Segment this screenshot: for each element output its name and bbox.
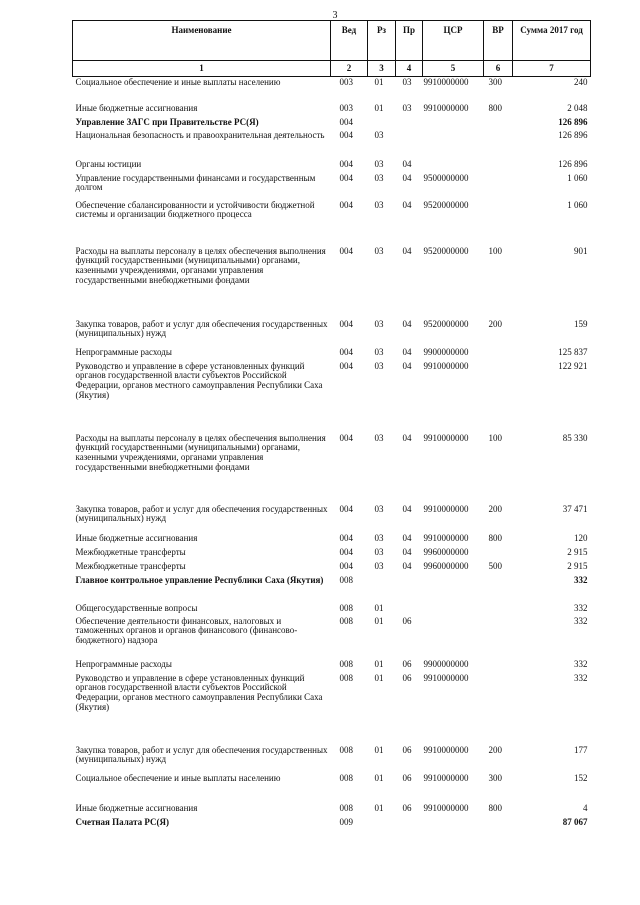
row-csr-cell: 9910000000 — [423, 802, 469, 813]
row-pr-cell: 03 — [402, 77, 412, 87]
row-csr-cell — [423, 817, 484, 831]
row-vr-cell: 800 — [488, 802, 502, 813]
table-row — [73, 561, 591, 575]
row-ved-cell: 004 — [339, 245, 353, 256]
row-csr-cell — [423, 130, 484, 159]
table-row — [73, 745, 591, 773]
row-pr-cell: 06 — [402, 744, 412, 755]
row-rz-cell — [368, 575, 396, 603]
row-name-cell: Расходы на выплаты персоналу в целях обеспечения выполнения функций государственными (муниципальными) органами, казенными учреждениями, органами управления государственными внебюджетными фондами — [75, 432, 326, 473]
table-row — [73, 200, 591, 246]
row-rz-cell: 03 — [374, 360, 384, 371]
row-vr-cell — [484, 159, 513, 173]
row-rz-cell: 03 — [374, 318, 384, 329]
column-number: 4 — [396, 61, 423, 77]
table-row — [73, 347, 591, 361]
row-name-cell: Закупка товаров, работ и услуг для обеспечения государственных (муниципальных) нужд — [75, 503, 328, 524]
header-pr: Пр — [396, 21, 423, 61]
row-csr-cell: 9900000000 — [423, 346, 469, 357]
row-name-cell: Непрограммные расходы — [75, 346, 172, 357]
row-pr-cell — [396, 130, 423, 159]
row-ved-cell: 004 — [339, 532, 353, 543]
row-sum-cell: 1 060 — [567, 172, 588, 183]
row-pr-cell: 04 — [402, 158, 412, 169]
row-vr-cell: 200 — [488, 744, 502, 755]
row-vr-cell — [484, 361, 513, 433]
row-ved-cell: 004 — [339, 318, 353, 329]
row-vr-cell — [484, 659, 513, 673]
table-row — [73, 575, 591, 603]
row-ved-cell: 004 — [339, 158, 353, 169]
row-sum-cell: 126 896 — [558, 158, 588, 169]
row-sum-cell: 120 — [574, 532, 588, 543]
row-vr-cell — [484, 200, 513, 246]
row-pr-cell: 04 — [402, 318, 412, 329]
row-name-cell: Закупка товаров, работ и услуг для обеспечения государственных (муниципальных) нужд — [75, 318, 328, 339]
row-name-cell: Руководство и управление в сфере установленных функций органов государственной власти субъектов Российской Федерации, органов местного самоуправления Республики Саха (Якутия) — [75, 360, 323, 401]
row-vr-cell — [484, 603, 513, 616]
row-pr-cell: 03 — [402, 102, 412, 113]
row-pr-cell: 04 — [402, 532, 412, 543]
row-name-cell: Управление государственными финансами и государственным долгом — [75, 172, 316, 193]
row-csr-cell: 9500000000 — [423, 172, 469, 183]
row-ved-cell: 008 — [339, 658, 353, 669]
header-ved: Вед — [331, 21, 368, 61]
row-csr-cell — [423, 117, 484, 130]
row-ved-cell: 004 — [339, 503, 353, 514]
row-ved-cell: 004 — [339, 546, 353, 557]
row-sum-cell: 2 915 — [567, 560, 588, 571]
table-row — [73, 547, 591, 561]
row-sum-cell: 2 915 — [567, 546, 588, 557]
row-ved-cell: 008 — [339, 574, 353, 585]
row-vr-cell: 100 — [488, 245, 502, 256]
table-row — [73, 533, 591, 547]
header-name: Наименование — [73, 21, 331, 61]
header-sum: Сумма 2017 год — [513, 21, 591, 61]
row-rz-cell: 01 — [374, 672, 384, 683]
row-vr-cell: 800 — [488, 532, 502, 543]
row-csr-cell — [423, 603, 484, 616]
table-row — [73, 504, 591, 533]
row-pr-cell: 04 — [402, 245, 412, 256]
row-rz-cell: 03 — [374, 158, 384, 169]
row-vr-cell: 200 — [488, 503, 502, 514]
row-name-cell: Непрограммные расходы — [75, 658, 172, 669]
row-vr-cell — [484, 616, 513, 659]
row-csr-cell: 9910000000 — [423, 360, 469, 371]
table-row — [73, 173, 591, 200]
table-row — [73, 319, 591, 347]
row-ved-cell: 004 — [339, 129, 353, 140]
row-vr-cell — [484, 347, 513, 361]
row-ved-cell: 004 — [339, 199, 353, 210]
row-rz-cell: 03 — [374, 560, 384, 571]
row-rz-cell: 01 — [374, 602, 384, 613]
table-row — [73, 130, 591, 159]
table-row — [73, 433, 591, 504]
row-ved-cell: 004 — [339, 360, 353, 371]
row-ved-cell: 003 — [339, 102, 353, 113]
row-rz-cell: 03 — [374, 532, 384, 543]
row-pr-cell: 04 — [402, 346, 412, 357]
row-sum-cell: 87 067 — [562, 816, 588, 827]
page-number: 3 — [332, 10, 338, 21]
column-number: 3 — [368, 61, 396, 77]
row-sum-cell: 4 — [583, 802, 588, 813]
row-rz-cell: 03 — [374, 245, 384, 256]
table-row — [73, 673, 591, 745]
row-sum-cell: 122 921 — [558, 360, 588, 371]
row-csr-cell: 9520000000 — [423, 199, 469, 210]
row-sum-cell: 126 896 — [558, 129, 588, 140]
row-vr-cell — [484, 817, 513, 831]
row-pr-cell — [396, 575, 423, 603]
row-ved-cell: 004 — [339, 560, 353, 571]
table-row — [73, 246, 591, 319]
table-row — [73, 817, 591, 831]
row-csr-cell: 9900000000 — [423, 658, 469, 669]
header-csr: ЦСР — [423, 21, 484, 61]
row-csr-cell — [423, 159, 484, 173]
header-rz: Рз — [368, 21, 396, 61]
row-csr-cell: 9960000000 — [423, 560, 469, 571]
row-name-cell: Национальная безопасность и правоохранительная деятельность — [75, 129, 325, 140]
row-csr-cell — [423, 616, 484, 659]
row-ved-cell: 004 — [339, 346, 353, 357]
row-name-cell: Расходы на выплаты персоналу в целях обеспечения выполнения функций государственными (муниципальными) органами, казенными учреждениями, органами управления государственными внебюджетными фондами — [75, 245, 326, 286]
table-row — [73, 603, 591, 616]
row-sum-cell: 126 896 — [558, 116, 588, 127]
row-name-cell: Управление ЗАГС при Правительстве РС(Я) — [75, 116, 259, 127]
row-pr-cell: 06 — [402, 658, 412, 669]
row-rz-cell: 01 — [374, 802, 384, 813]
row-rz-cell: 03 — [374, 199, 384, 210]
row-name-cell: Органы юстиции — [75, 158, 142, 169]
row-pr-cell: 04 — [402, 432, 412, 443]
row-rz-cell: 01 — [374, 615, 384, 626]
table-row — [73, 773, 591, 803]
row-sum-cell: 152 — [574, 772, 588, 783]
row-csr-cell: 9960000000 — [423, 546, 469, 557]
row-pr-cell: 06 — [402, 672, 412, 683]
row-pr-cell — [396, 603, 423, 616]
table-row — [73, 616, 591, 659]
row-sum-cell: 332 — [574, 658, 588, 669]
row-vr-cell — [484, 173, 513, 200]
row-rz-cell: 03 — [374, 346, 384, 357]
row-sum-cell: 332 — [574, 574, 588, 585]
row-pr-cell: 04 — [402, 560, 412, 571]
row-pr-cell — [396, 817, 423, 831]
row-ved-cell: 004 — [339, 116, 353, 127]
row-rz-cell: 03 — [374, 503, 384, 514]
row-csr-cell: 9910000000 — [423, 772, 469, 783]
row-vr-cell — [484, 547, 513, 561]
row-rz-cell — [368, 817, 396, 831]
row-csr-cell: 9910000000 — [423, 77, 469, 87]
budget-table — [72, 20, 591, 831]
row-pr-cell: 06 — [402, 802, 412, 813]
row-name-cell: Главное контрольное управление Республики Саха (Якутия) — [75, 574, 324, 585]
table-body — [73, 77, 591, 831]
row-csr-cell — [423, 575, 484, 603]
row-ved-cell: 003 — [339, 77, 353, 87]
row-name-cell: Межбюджетные трансферты — [75, 560, 186, 571]
row-ved-cell: 009 — [339, 816, 353, 827]
row-name-cell: Руководство и управление в сфере установленных функций органов государственной власти субъектов Российской Федерации, органов местного самоуправления Республики Саха (Якутия) — [75, 672, 323, 713]
row-csr-cell: 9910000000 — [423, 672, 469, 683]
row-sum-cell: 177 — [574, 744, 588, 755]
row-pr-cell: 04 — [402, 199, 412, 210]
row-sum-cell: 1 060 — [567, 199, 588, 210]
row-vr-cell: 200 — [488, 318, 502, 329]
row-rz-cell: 01 — [374, 744, 384, 755]
row-vr-cell: 300 — [488, 77, 502, 87]
row-rz-cell: 03 — [374, 432, 384, 443]
row-vr-cell: 800 — [488, 102, 502, 113]
row-ved-cell: 008 — [339, 772, 353, 783]
row-rz-cell: 01 — [374, 772, 384, 783]
row-name-cell: Общегосударственные вопросы — [75, 602, 198, 613]
row-name-cell: Иные бюджетные ассигнования — [75, 532, 198, 543]
row-csr-cell: 9910000000 — [423, 744, 469, 755]
row-sum-cell: 2 048 — [567, 102, 588, 113]
row-pr-cell: 04 — [402, 503, 412, 514]
table-row — [73, 803, 591, 817]
row-ved-cell: 008 — [339, 602, 353, 613]
row-name-cell: Счетная Палата РС(Я) — [75, 816, 169, 827]
row-rz-cell — [368, 117, 396, 130]
row-sum-cell: 332 — [574, 672, 588, 683]
column-number: 1 — [73, 61, 331, 77]
row-sum-cell: 332 — [574, 615, 588, 626]
row-pr-cell: 04 — [402, 360, 412, 371]
row-name-cell: Закупка товаров, работ и услуг для обеспечения государственных (муниципальных) нужд — [75, 744, 328, 765]
row-csr-cell: 9520000000 — [423, 318, 469, 329]
row-ved-cell: 008 — [339, 802, 353, 813]
row-sum-cell: 125 837 — [558, 346, 588, 357]
row-csr-cell: 9520000000 — [423, 245, 469, 256]
table-row — [73, 117, 591, 130]
column-number: 2 — [331, 61, 368, 77]
row-rz-cell: 01 — [374, 102, 384, 113]
row-ved-cell: 008 — [339, 672, 353, 683]
header-vr: ВР — [484, 21, 513, 61]
row-name-cell: Обеспечение деятельности финансовых, налоговых и таможенных органов и органов финансового (финансово-бюджетного) надзора — [75, 615, 298, 646]
row-rz-cell: 03 — [374, 546, 384, 557]
row-sum-cell: 85 330 — [562, 432, 588, 443]
row-vr-cell — [484, 130, 513, 159]
row-csr-cell: 9910000000 — [423, 532, 469, 543]
row-pr-cell: 04 — [402, 172, 412, 183]
row-name-cell: Иные бюджетные ассигнования — [75, 102, 198, 113]
row-vr-cell: 500 — [488, 560, 502, 571]
row-rz-cell: 01 — [374, 658, 384, 669]
row-ved-cell: 008 — [339, 615, 353, 626]
column-number: 5 — [423, 61, 484, 77]
row-pr-cell: 06 — [402, 615, 412, 626]
row-csr-cell: 9910000000 — [423, 432, 469, 443]
row-sum-cell: 332 — [574, 602, 588, 613]
row-rz-cell: 01 — [374, 77, 384, 87]
table-row — [73, 159, 591, 173]
row-ved-cell: 004 — [339, 432, 353, 443]
row-rz-cell: 03 — [374, 129, 384, 140]
column-number: 7 — [513, 61, 591, 77]
row-pr-cell: 04 — [402, 546, 412, 557]
table-row — [73, 77, 591, 103]
row-vr-cell — [484, 575, 513, 603]
row-csr-cell: 9910000000 — [423, 102, 469, 113]
row-sum-cell: 240 — [574, 77, 588, 87]
row-vr-cell — [484, 673, 513, 745]
row-vr-cell: 100 — [488, 432, 502, 443]
row-pr-cell: 06 — [402, 772, 412, 783]
row-ved-cell: 008 — [339, 744, 353, 755]
row-name-cell: Иные бюджетные ассигнования — [75, 802, 198, 813]
row-vr-cell: 300 — [488, 772, 502, 783]
table-row — [73, 103, 591, 117]
table-row — [73, 361, 591, 433]
row-name-cell: Межбюджетные трансферты — [75, 546, 186, 557]
row-rz-cell: 03 — [374, 172, 384, 183]
row-name-cell: Социальное обеспечение и иные выплаты населению — [75, 772, 281, 783]
column-number: 6 — [484, 61, 513, 77]
row-vr-cell — [484, 117, 513, 130]
row-name-cell: Обеспечение сбалансированности и устойчивости бюджетной системы и организации бюджетного процесса — [75, 199, 315, 220]
table-row — [73, 659, 591, 673]
row-sum-cell: 901 — [574, 245, 588, 256]
row-csr-cell: 9910000000 — [423, 503, 469, 514]
row-sum-cell: 159 — [574, 318, 588, 329]
row-sum-cell: 37 471 — [562, 503, 588, 514]
table-header — [73, 21, 591, 77]
row-ved-cell: 004 — [339, 172, 353, 183]
row-pr-cell — [396, 117, 423, 130]
row-name-cell: Социальное обеспечение и иные выплаты населению — [75, 77, 281, 87]
